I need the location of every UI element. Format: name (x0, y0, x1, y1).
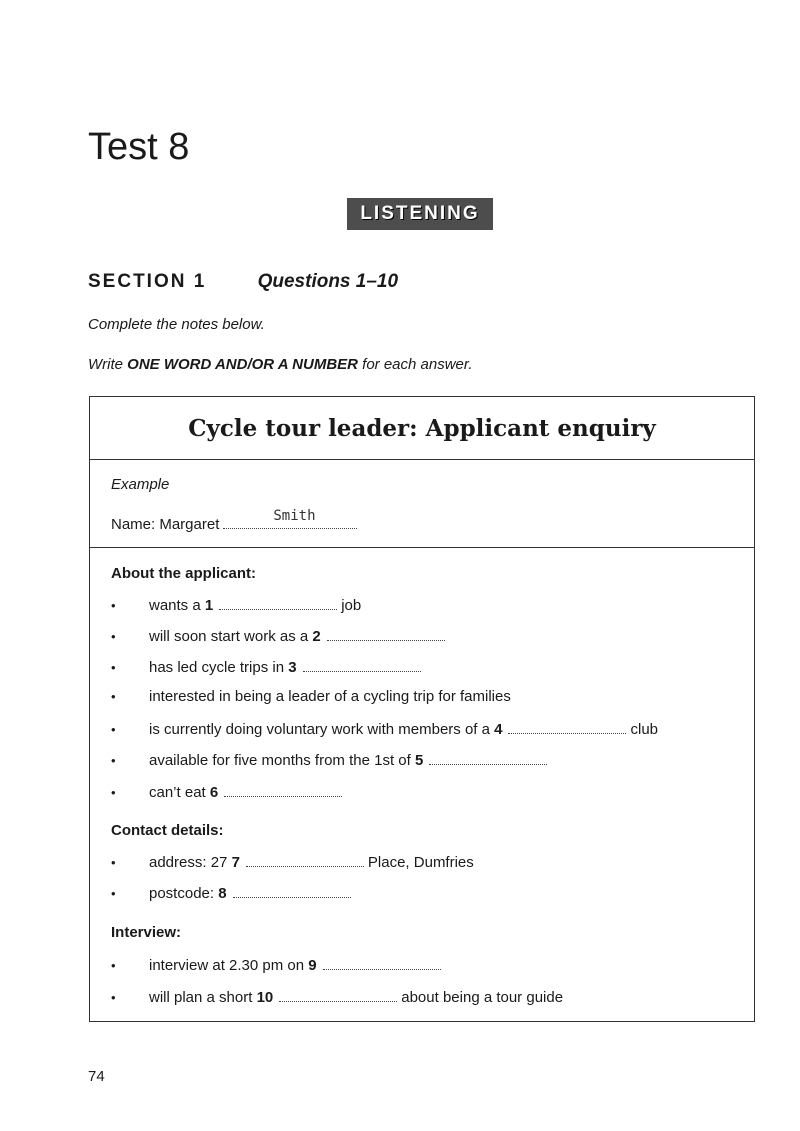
item-text: is currently doing voluntary work with members of a (149, 721, 490, 738)
question-number: 5 (414, 752, 424, 769)
item-text: address: 27 (149, 854, 228, 871)
question-number: 8 (218, 885, 227, 902)
item-text-after: Place, Dumfries (367, 854, 474, 871)
bullet: • (111, 958, 116, 973)
answer-blank-1[interactable] (219, 595, 337, 610)
item-text: interview at 2.30 pm on (149, 957, 305, 974)
questions-range: Questions 1–10 (257, 271, 399, 292)
item-text: postcode: (149, 885, 215, 902)
instruction-bold: ONE WORD AND/OR A NUMBER (127, 356, 358, 373)
section-label: SECTION 1 (88, 271, 207, 292)
bullet: • (111, 722, 116, 737)
item-text-after: club (630, 721, 659, 738)
contact-item (111, 883, 355, 902)
bullet: • (111, 629, 116, 644)
question-number: 10 (256, 989, 274, 1006)
item-text-after: about being a tour guide (401, 989, 564, 1006)
page-number: 74 (88, 1068, 105, 1085)
bullet: • (111, 753, 116, 768)
instruction-complete-notes: Complete the notes below. (88, 316, 265, 333)
bullet: • (111, 660, 116, 675)
test-title: Test 8 (88, 126, 190, 168)
question-number: 6 (209, 784, 219, 801)
answer-blank-6[interactable] (224, 782, 342, 797)
answer-blank-3[interactable] (303, 657, 421, 672)
section-heading (88, 271, 398, 293)
example-name-row (111, 508, 361, 533)
item-text: will soon start work as a (149, 628, 309, 645)
notes-box (89, 396, 755, 1022)
interview-heading: Interview: (111, 924, 182, 941)
bullet: • (111, 855, 116, 870)
contact-heading: Contact details: (111, 822, 224, 839)
applicant-item (111, 719, 658, 738)
question-number: 9 (308, 957, 317, 974)
interview-item (111, 987, 563, 1006)
example-answer: Smith (273, 508, 316, 524)
answer-blank-5[interactable] (429, 750, 547, 765)
example-prefix: Name: Margaret (111, 516, 220, 533)
question-number: 1 (204, 597, 214, 614)
item-text-after: job (341, 597, 362, 614)
applicant-item (111, 626, 449, 645)
question-number: 7 (231, 854, 240, 871)
bullet: • (111, 785, 116, 800)
notes-content (90, 548, 754, 1018)
bullet: • (111, 598, 116, 613)
question-number: 3 (288, 659, 297, 676)
bullet: • (111, 886, 116, 901)
answer-blank-9[interactable] (323, 955, 441, 970)
notes-title: Cycle tour leader: Applicant enquiry (90, 397, 754, 460)
example-answer-blank (223, 508, 357, 529)
example-label: Example (111, 476, 170, 493)
interview-item (111, 955, 445, 974)
answer-blank-4[interactable] (508, 719, 626, 734)
applicant-item (111, 688, 511, 705)
question-number: 4 (494, 721, 503, 738)
answer-blank-8[interactable] (233, 883, 351, 898)
applicant-item (111, 595, 361, 614)
listening-badge-label: LISTENING (360, 203, 480, 224)
item-text: can’t eat (149, 784, 206, 801)
item-text: available for five months from the 1st of (149, 752, 411, 769)
instruction-post: for each answer. (358, 356, 473, 373)
item-text: interested in being a leader of a cycling trip for families (149, 688, 511, 705)
item-text: wants a (149, 597, 201, 614)
applicant-heading: About the applicant: (111, 565, 256, 582)
item-text: has led cycle trips in (149, 659, 285, 676)
answer-blank-2[interactable] (327, 626, 445, 641)
applicant-item (111, 657, 425, 676)
instruction-word-limit (88, 356, 473, 373)
contact-item (111, 852, 474, 871)
item-text: will plan a short (149, 989, 253, 1006)
listening-badge (347, 198, 493, 230)
answer-blank-10[interactable] (279, 987, 397, 1002)
bullet: • (111, 689, 116, 704)
applicant-item (111, 750, 551, 769)
instruction-pre: Write (88, 356, 128, 373)
example-block (90, 460, 754, 548)
question-number: 2 (312, 628, 321, 645)
answer-blank-7[interactable] (246, 852, 364, 867)
bullet: • (111, 990, 116, 1005)
applicant-item (111, 782, 346, 801)
